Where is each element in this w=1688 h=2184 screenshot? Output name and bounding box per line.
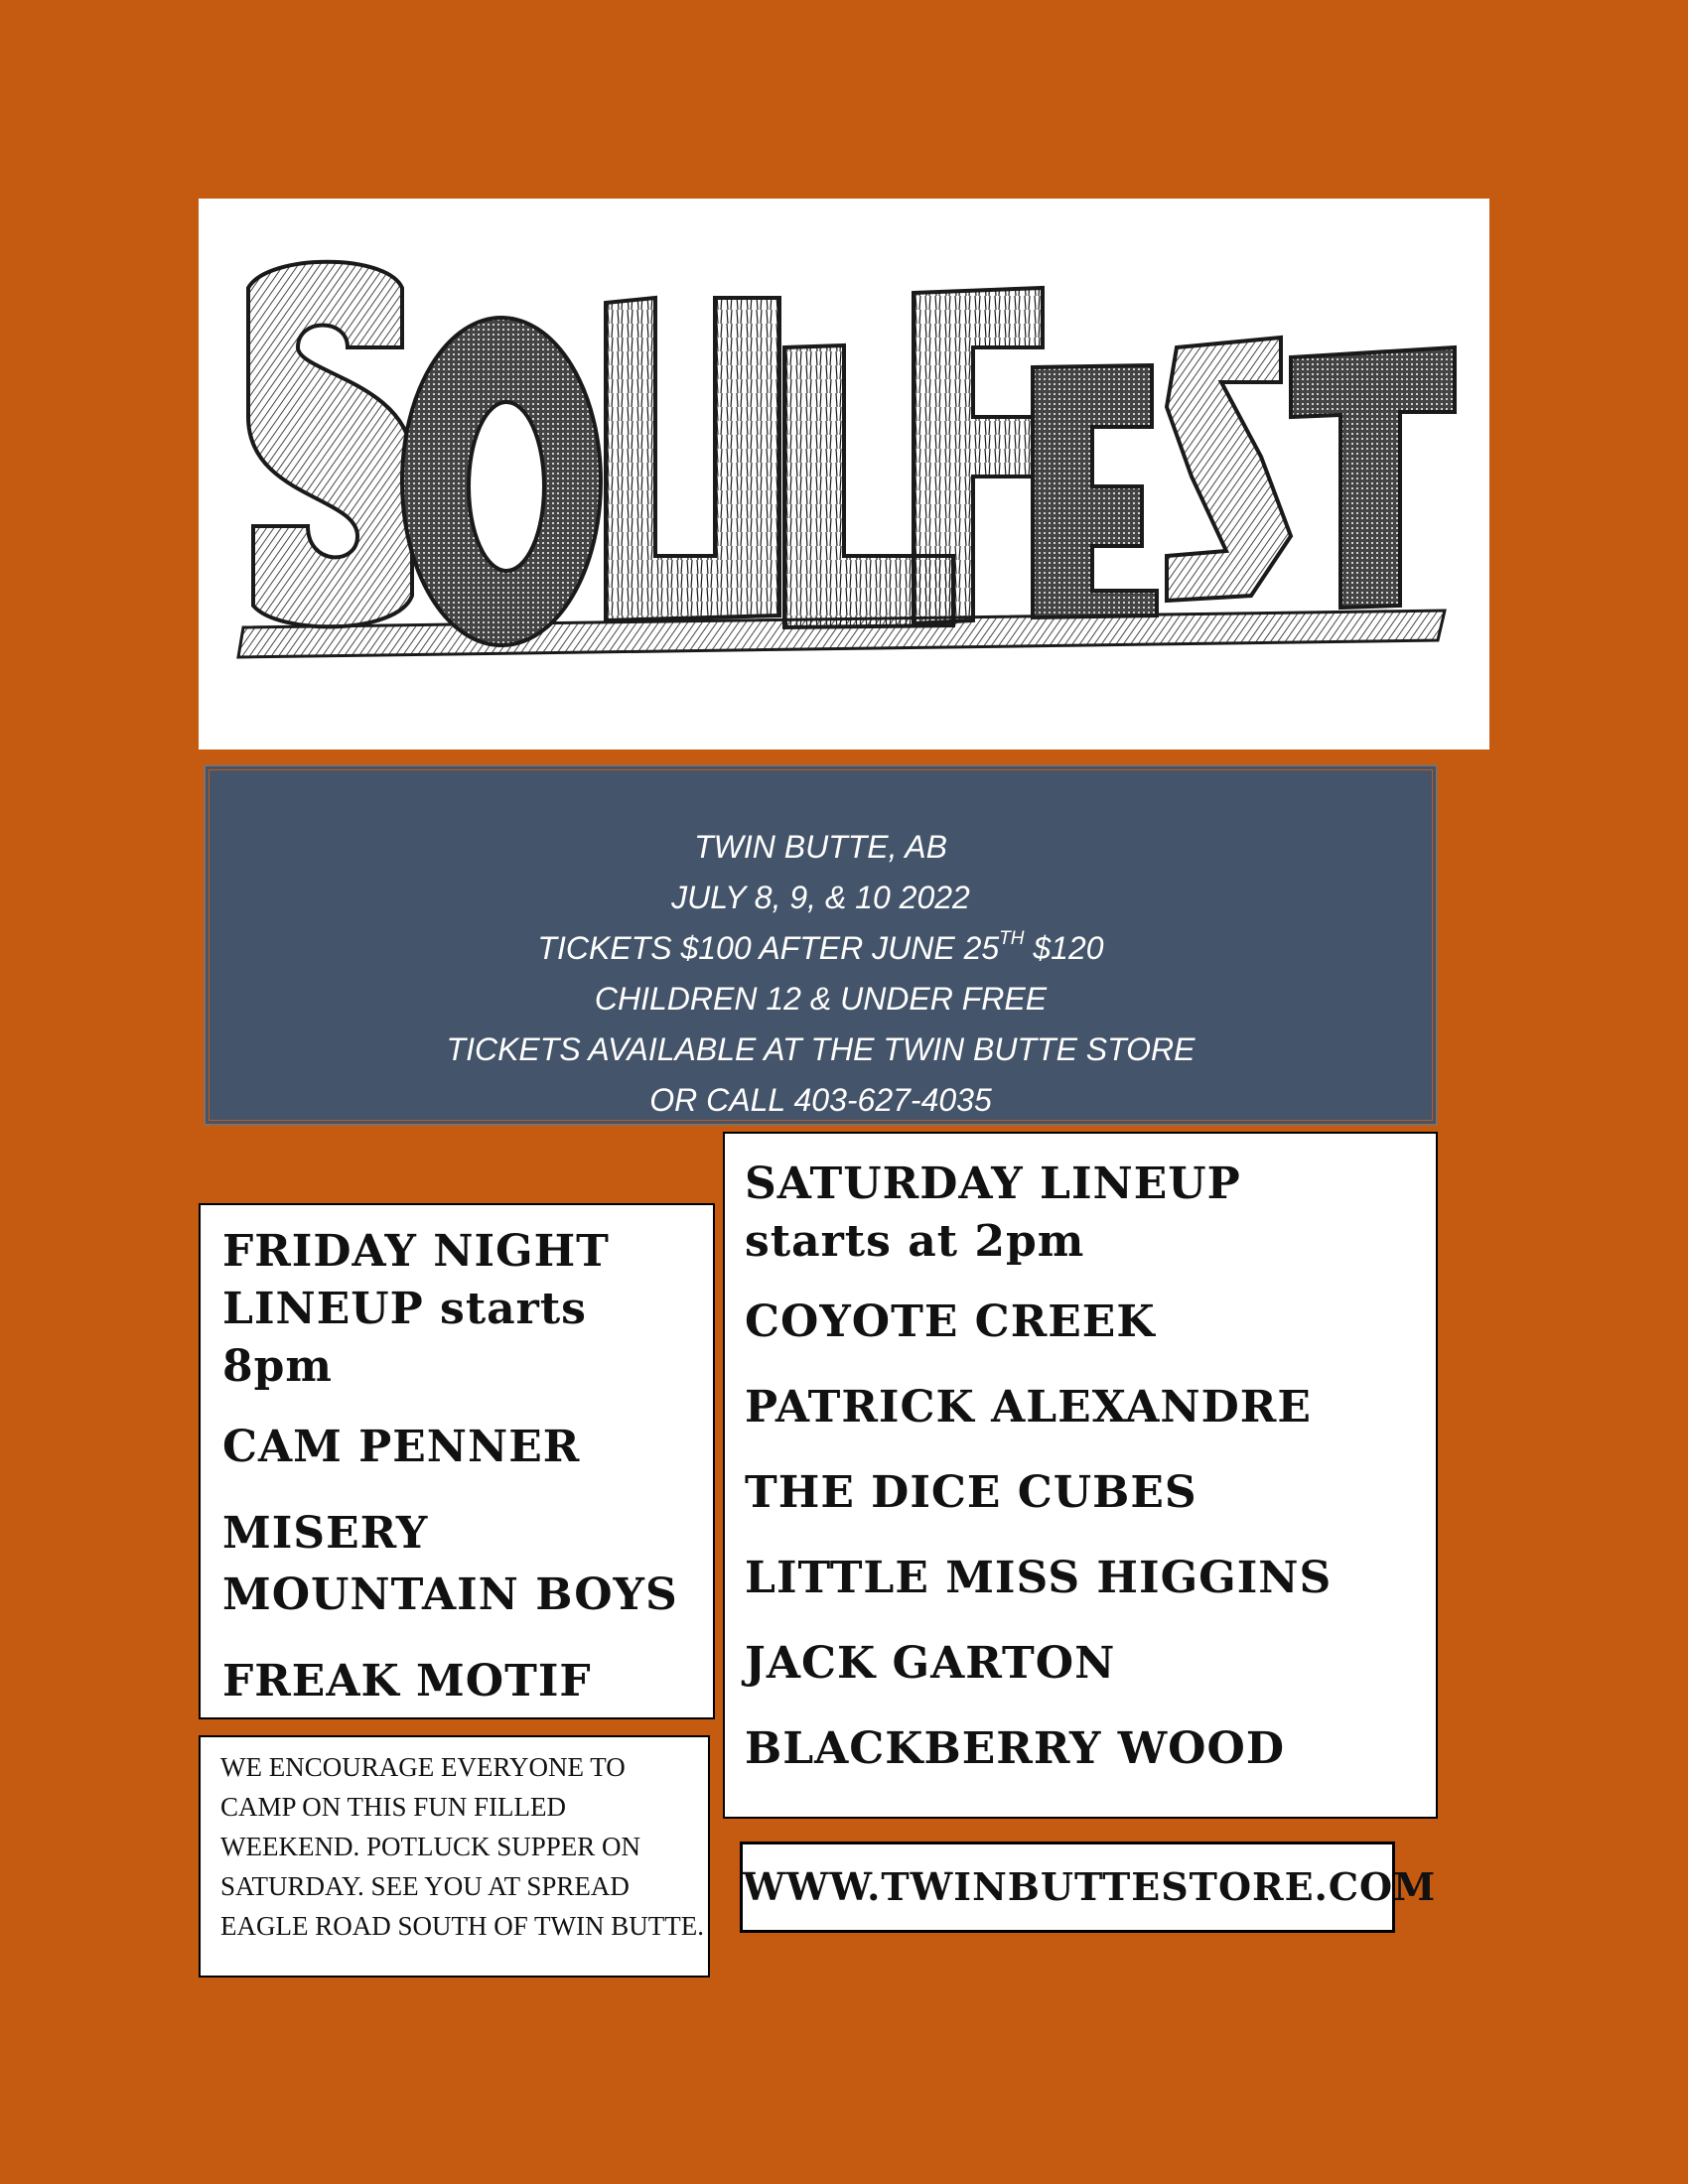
saturday-act: THE DICE CUBES bbox=[745, 1467, 1197, 1518]
event-dates: JULY 8, 9, & 10 2022 bbox=[671, 880, 970, 915]
saturday-act: COYOTE CREEK bbox=[745, 1297, 1156, 1347]
saturday-act: PATRICK ALEXANDRE bbox=[745, 1382, 1312, 1433]
friday-lineup-heading: FRIDAY NIGHT LINEUP starts 8pm bbox=[222, 1226, 610, 1392]
contact-phone: OR CALL 403-627-4035 bbox=[649, 1082, 992, 1118]
logo-banner bbox=[199, 199, 1489, 750]
camping-note: WE ENCOURAGE EVERYONE TO CAMP ON THIS FUN FILLED WEEKEND. POTLUCK SUPPER ON SATURDAY. SEE YOU AT SPREAD EAGLE ROAD SOUTH OF TWIN BUTTE. bbox=[199, 1735, 710, 1978]
ordinal-suffix: TH bbox=[999, 928, 1025, 950]
event-location: TWIN BUTTE, AB bbox=[694, 829, 947, 865]
soulfest-logo-image bbox=[199, 199, 1489, 750]
friday-lineup-box bbox=[199, 1203, 715, 1719]
saturday-act: BLACKBERRY WOOD bbox=[745, 1723, 1285, 1774]
ticket-price-early: TICKETS $100 AFTER JUNE 25 bbox=[537, 930, 1000, 966]
saturday-act: JACK GARTON bbox=[745, 1638, 1116, 1689]
ticket-price-late: $120 bbox=[1024, 930, 1104, 966]
friday-act: MISERY MOUNTAIN BOYS bbox=[222, 1508, 678, 1620]
ticket-prices bbox=[206, 923, 1436, 974]
saturday-act: LITTLE MISS HIGGINS bbox=[745, 1553, 1333, 1603]
ticket-availability: TICKETS AVAILABLE AT THE TWIN BUTTE STORE bbox=[446, 1031, 1196, 1067]
friday-act: CAM PENNER bbox=[222, 1422, 581, 1472]
children-pricing: CHILDREN 12 & UNDER FREE bbox=[594, 981, 1048, 1017]
event-info-box bbox=[204, 764, 1438, 1126]
saturday-lineup-box bbox=[723, 1132, 1438, 1819]
friday-act: FREAK MOTIF bbox=[222, 1656, 592, 1706]
website-link[interactable]: WWW.TWINBUTTESTORE.COM bbox=[740, 1842, 1395, 1933]
saturday-lineup-heading: SATURDAY LINEUP starts at 2pm bbox=[745, 1159, 1241, 1267]
